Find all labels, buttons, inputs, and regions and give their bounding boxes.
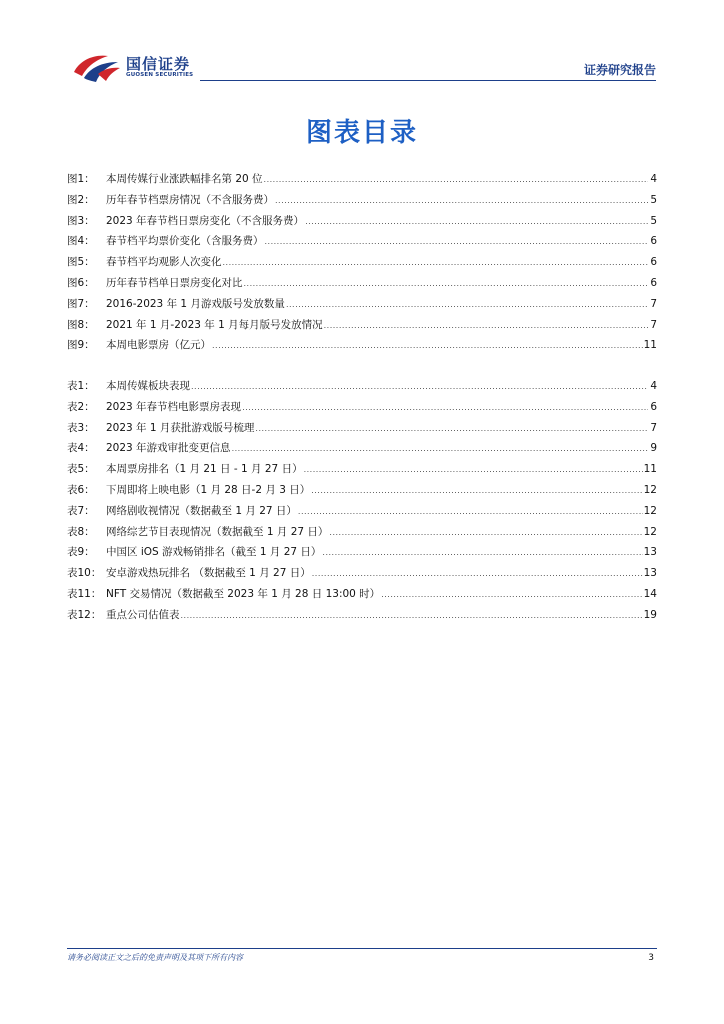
toc-dot-leader bbox=[381, 585, 642, 606]
guosen-logo bbox=[72, 50, 202, 84]
toc-entry-label: 图1： bbox=[67, 173, 95, 185]
toc-entry-title: NFT 交易情况（数据截至 2023 年 1 月 28 日 13:00 时） bbox=[106, 587, 381, 600]
toc-entry-page: 13 bbox=[643, 567, 657, 580]
toc-entry-title: 历年春节档票房情况（不含服务费） bbox=[106, 193, 274, 206]
toc-entry-page: 11 bbox=[643, 463, 657, 476]
toc-entry-label: 图4： bbox=[67, 235, 95, 248]
toc-entry-label: 表5： bbox=[67, 463, 95, 476]
toc-entry-label: 图9： bbox=[67, 339, 95, 352]
toc-entry-label: 表12： bbox=[67, 608, 102, 621]
toc-dot-leader bbox=[286, 295, 648, 316]
toc-dot-leader bbox=[255, 419, 648, 440]
figure-toc-entry[interactable] bbox=[67, 294, 657, 315]
figure-toc-entry[interactable] bbox=[67, 190, 657, 211]
toc-entry-title: 春节档平均观影人次变化 bbox=[106, 256, 222, 269]
toc-dot-leader bbox=[181, 606, 643, 627]
toc-entry-page: 11 bbox=[643, 339, 657, 352]
toc-entry-page: 6 bbox=[650, 276, 657, 289]
table-list bbox=[67, 376, 657, 626]
toc-entry-page: 5 bbox=[650, 214, 657, 227]
toc-entry-page: 12 bbox=[643, 483, 657, 496]
toc-entry-page: 7 bbox=[650, 318, 657, 331]
toc-dot-leader bbox=[329, 523, 642, 544]
toc-entry-label: 图8： bbox=[67, 318, 95, 331]
toc-entry-label: 表2： bbox=[67, 400, 95, 413]
figure-toc-entry[interactable] bbox=[67, 252, 657, 273]
toc-entry-title: 2016-2023 年 1 月游戏版号发放数量 bbox=[106, 297, 285, 310]
toc-entry-title: 2023 年春节档日票房变化（不含服务费） bbox=[106, 214, 305, 227]
toc-entry-label: 表10： bbox=[67, 567, 102, 580]
toc-entry-title: 重点公司估值表 bbox=[106, 608, 180, 621]
toc-entry-title: 本周传媒板块表现 bbox=[106, 380, 190, 392]
page-title: 图表目录 bbox=[305, 118, 418, 148]
logo-english-name: GUOSEN SECURITIES bbox=[126, 72, 194, 78]
table-toc-entry[interactable] bbox=[67, 563, 657, 584]
toc-dot-leader bbox=[305, 212, 648, 233]
toc-entry-label: 表6： bbox=[67, 483, 95, 496]
toc-entry-title: 本周传媒行业涨跌幅排名第 20 位 bbox=[106, 173, 263, 185]
toc-dot-leader bbox=[322, 543, 642, 564]
toc-entry-title: 网络综艺节目表现情况（数据截至 1 月 27 日） bbox=[106, 525, 329, 538]
toc-entry-label: 图5： bbox=[67, 256, 95, 269]
page-number: 3 bbox=[648, 953, 654, 963]
toc-entry-label: 图7： bbox=[67, 297, 95, 310]
toc-entry-title: 2023 年春节档电影票房表现 bbox=[106, 400, 242, 413]
toc-entry-label: 图3： bbox=[67, 214, 95, 227]
figure-toc-entry[interactable] bbox=[67, 169, 657, 190]
table-toc-entry[interactable] bbox=[67, 605, 657, 626]
toc-entry-label: 表3： bbox=[67, 421, 95, 434]
toc-entry-page: 19 bbox=[643, 608, 657, 621]
toc-dot-leader bbox=[324, 316, 648, 337]
report-type-label: 证券研究报告 bbox=[583, 63, 656, 77]
toc-entry-page: 7 bbox=[650, 421, 657, 434]
toc-entry-page: 9 bbox=[650, 442, 657, 455]
toc-dot-leader bbox=[298, 502, 643, 523]
figure-toc-entry[interactable] bbox=[67, 231, 657, 252]
toc-entry-page: 6 bbox=[650, 400, 657, 413]
toc-dot-leader bbox=[312, 564, 643, 585]
header-divider bbox=[200, 80, 656, 81]
toc-dot-leader bbox=[212, 336, 643, 357]
page-header bbox=[0, 0, 724, 90]
toc-entry-title: 2023 年游戏审批变更信息 bbox=[106, 442, 231, 455]
toc-dot-leader bbox=[264, 170, 648, 191]
toc-entry-label: 表8： bbox=[67, 525, 95, 538]
toc-entry-page: 12 bbox=[643, 504, 657, 517]
figure-toc-entry[interactable] bbox=[67, 315, 657, 336]
toc-entry-title: 本周电影票房（亿元） bbox=[106, 339, 211, 352]
toc-dot-leader bbox=[265, 232, 649, 253]
toc-entry-page: 4 bbox=[650, 380, 657, 392]
toc-entry-label: 表7： bbox=[67, 504, 95, 517]
toc-entry-label: 图2： bbox=[67, 193, 95, 206]
toc-entry-page: 14 bbox=[643, 587, 657, 600]
toc-entry-title: 网络剧收视情况（数据截至 1 月 27 日） bbox=[106, 504, 297, 517]
logo-chinese-name: 国信证券 bbox=[126, 55, 191, 73]
toc-entry-title: 2021 年 1 月-2023 年 1 月每月版号发放情况 bbox=[106, 318, 323, 331]
toc-entry-label: 表4： bbox=[67, 442, 95, 455]
toc-entry-title: 本周票房排名（1 月 21 日 - 1 月 27 日） bbox=[106, 463, 303, 476]
toc-entry-page: 5 bbox=[650, 193, 657, 206]
toc-entry-title: 2023 年 1 月获批游戏版号梳理 bbox=[106, 421, 255, 434]
table-toc-entry[interactable] bbox=[67, 418, 657, 439]
toc-dot-leader bbox=[311, 481, 642, 502]
toc-dot-leader bbox=[232, 439, 648, 460]
toc-entry-page: 4 bbox=[650, 173, 657, 185]
footer-divider bbox=[67, 948, 657, 949]
toc-dot-leader bbox=[275, 191, 648, 212]
figure-list bbox=[67, 169, 657, 356]
figure-toc-entry[interactable] bbox=[67, 335, 657, 356]
figure-toc-entry[interactable] bbox=[67, 211, 657, 232]
table-toc-entry[interactable] bbox=[67, 459, 657, 480]
toc-entry-label: 表1： bbox=[67, 380, 95, 392]
table-toc-entry[interactable] bbox=[67, 522, 657, 543]
toc-entry-page: 6 bbox=[650, 235, 657, 248]
table-toc-entry[interactable] bbox=[67, 438, 657, 459]
table-toc-entry[interactable] bbox=[67, 397, 657, 418]
toc-entry-label: 表11： bbox=[67, 587, 102, 600]
toc-entry-title: 中国区 iOS 游戏畅销排名（截至 1 月 27 日） bbox=[106, 546, 322, 559]
toc-entry-title: 历年春节档单日票房变化对比 bbox=[106, 276, 243, 289]
table-toc-entry[interactable] bbox=[67, 542, 657, 563]
toc-entry-label: 图6： bbox=[67, 276, 95, 289]
toc-entry-title: 春节档平均票价变化（含服务费） bbox=[106, 235, 264, 248]
table-toc-entry[interactable] bbox=[67, 584, 657, 605]
toc-dot-leader bbox=[244, 274, 649, 295]
toc-dot-leader bbox=[191, 377, 648, 398]
toc-entry-title: 下周即将上映电影（1 月 28 日-2 月 3 日） bbox=[106, 483, 311, 496]
toc-dot-leader bbox=[242, 398, 648, 419]
figure-toc-entry[interactable] bbox=[67, 273, 657, 294]
toc-dot-leader bbox=[304, 460, 643, 481]
toc-dot-leader bbox=[223, 253, 649, 274]
table-toc-entry[interactable] bbox=[67, 376, 657, 397]
toc-entry-page: 7 bbox=[650, 297, 657, 310]
toc-entry-label: 表9： bbox=[67, 546, 95, 559]
table-toc-entry[interactable] bbox=[67, 501, 657, 522]
table-toc-entry[interactable] bbox=[67, 480, 657, 501]
footer-disclaimer: 请务必阅读正文之后的免责声明及其项下所有内容 bbox=[67, 953, 243, 962]
toc-entry-page: 12 bbox=[643, 525, 657, 538]
guosen-logo-mark-icon bbox=[72, 50, 122, 84]
toc-entry-title: 安卓游戏热玩排名 （数据截至 1 月 27 日） bbox=[106, 567, 311, 580]
toc-entry-page: 6 bbox=[650, 256, 657, 269]
toc-entry-page: 13 bbox=[643, 546, 657, 559]
